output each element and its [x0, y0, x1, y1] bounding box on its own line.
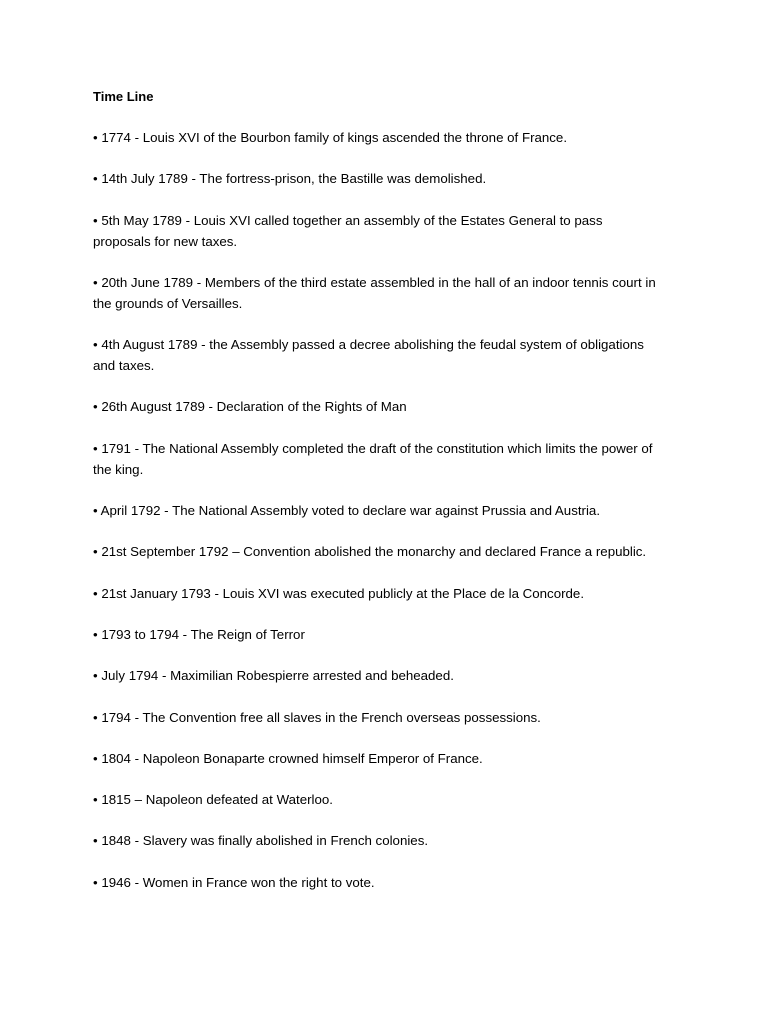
timeline-entry: • 21st September 1792 – Convention abolished the monarchy and declared France a republic.: [93, 544, 647, 560]
timeline-entry: • 26th August 1789 - Declaration of the Rights of Man: [93, 399, 407, 415]
timeline-entry: • July 1794 - Maximilian Robespierre arrested and beheaded.: [93, 668, 454, 684]
timeline-entry: • 1794 - The Convention free all slaves in the French overseas possessions.: [93, 709, 541, 725]
timeline-entry: • 1815 – Napoleon defeated at Waterloo.: [93, 792, 333, 808]
timeline-entry: • 21st January 1793 - Louis XVI was executed publicly at the Place de la Concorde.: [93, 585, 585, 601]
timeline-entry: • April 1792 - The National Assembly voted to declare war against Prussia and Austria.: [93, 503, 601, 519]
document-page: [93, 86, 658, 913]
timeline-entry: • 1791 - The National Assembly completed the draft of the constitution which limits the power of the king.: [93, 440, 653, 477]
timeline-entry: • 1848 - Slavery was finally abolished in French colonies.: [93, 833, 429, 849]
timeline-entry: • 1804 - Napoleon Bonaparte crowned himself Emperor of France.: [93, 750, 483, 766]
timeline-entry: • 1946 - Women in France won the right to vote.: [93, 874, 375, 890]
timeline-entry: • 14th July 1789 - The fortress-prison, the Bastille was demolished.: [93, 171, 487, 187]
timeline-entry: • 4th August 1789 - the Assembly passed a decree abolishing the feudal system of obligations and taxes.: [93, 337, 644, 374]
timeline-entry: • 1793 to 1794 - The Reign of Terror: [93, 626, 305, 642]
document-title: Time Line: [93, 89, 154, 104]
timeline-entry: • 20th June 1789 - Members of the third estate assembled in the hall of an indoor tennis court in the grounds of Versailles.: [93, 274, 656, 311]
timeline-list: [93, 127, 658, 893]
timeline-entry: • 5th May 1789 - Louis XVI called together an assembly of the Estates General to pass proposals for new taxes.: [93, 212, 603, 249]
timeline-entry: • 1774 - Louis XVI of the Bourbon family of kings ascended the throne of France.: [93, 130, 568, 145]
